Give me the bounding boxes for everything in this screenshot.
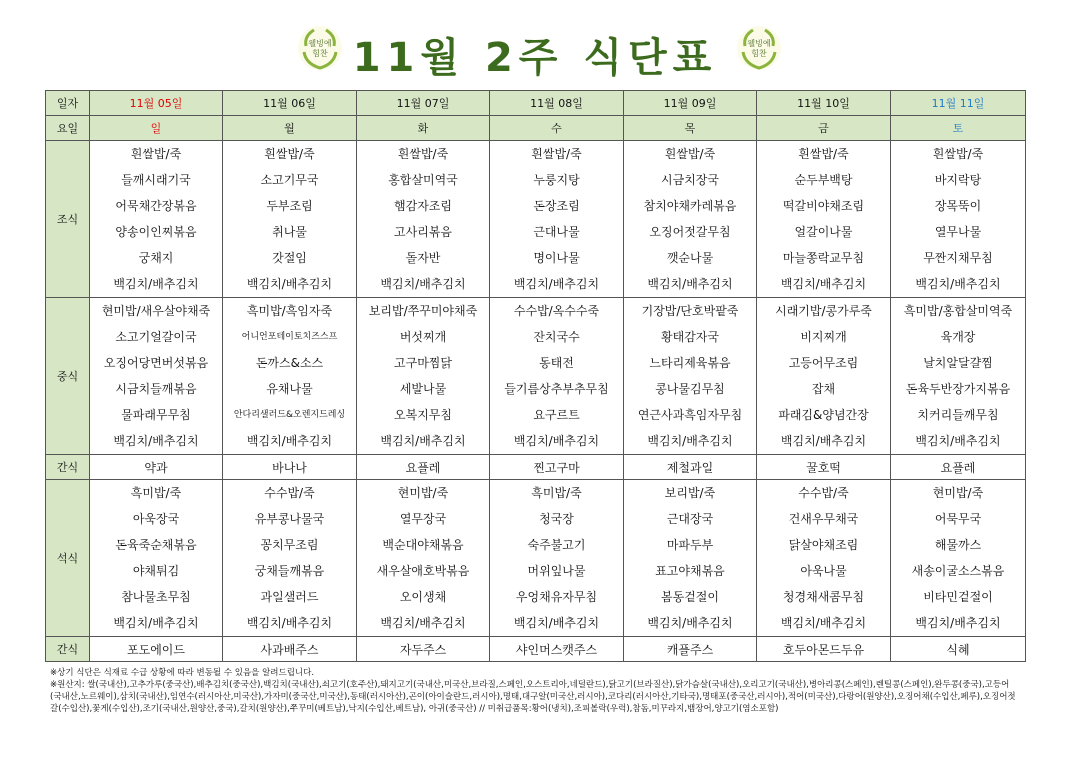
date-cell: 11월 09일 [624,91,757,116]
menu-item: 비지찌개 [800,330,847,344]
menu-item: 열무장국 [399,512,447,526]
menu-item: 시래기밥/콩가루죽 [775,304,872,318]
snack-cell: 호두아몬드두유 [757,637,891,662]
menu-item-list [891,480,1025,636]
menu-item: 취나물 [272,225,307,239]
breakfast-row [46,141,1026,298]
menu-item-list [223,480,356,636]
menu-item: 궁채들깨볶음 [254,564,325,578]
menu-item-list [757,141,890,297]
menu-item: 물파래무무침 [121,408,191,422]
menu-item: 백김치/배추김치 [780,616,867,630]
menu-item-list [357,480,489,636]
menu-item: 근대장국 [666,512,714,526]
menu-item: 백김치/배추김치 [246,434,333,448]
row-label-date: 일자 [46,91,90,116]
menu-item: 백순대야채볶음 [382,538,464,552]
menu-item: 햄감자조림 [394,199,452,213]
menu-item: 현미밥/죽 [397,486,449,500]
snack2-row [46,637,1026,662]
menu-item-list [624,141,756,297]
meal-cell [757,298,891,455]
menu-item: 깻순나물 [666,251,714,265]
header [0,20,1070,80]
date-cell: 11월 05일 [90,91,223,116]
menu-item-list [757,298,890,454]
menu-item: 시금치장국 [661,173,719,187]
menu-item: 오징어당면버섯볶음 [103,356,209,370]
menu-item: 보리밥/죽 [664,486,716,500]
meal-cell [357,298,490,455]
menu-item: 흰쌀밥/죽 [932,147,984,161]
menu-item: 흰쌀밥/죽 [397,147,449,161]
meal-cell [90,141,223,298]
menu-item: 숙주불고기 [527,538,586,552]
menu-item: 안다리샐러드&오렌지드레싱 [233,410,346,420]
menu-item: 백김치/배추김치 [915,434,1001,448]
row-label-snack: 간식 [46,455,90,480]
menu-item-list [757,480,890,636]
meal-cell [490,298,624,455]
menu-item: 백김치/배추김치 [246,616,333,630]
menu-item: 동태전 [539,356,574,370]
menu-item: 들깨시래기국 [121,173,191,187]
menu-item: 고구마찜닭 [394,356,452,370]
menu-item: 돈장조림 [533,199,580,213]
menu-item: 백김치/배추김치 [113,277,199,291]
meal-cell [223,141,357,298]
menu-item: 백김치/배추김치 [113,434,199,448]
svg-text:웰빙에: 웰빙에 [308,39,332,48]
footnote-origin: ※원산지: 쌀(국내산),고추가루(중국산),배추김치(중국산),백김치(국내산),쇠고기(호주산),돼지고기(국내산,미국산,브라질,스페인,오스트리아,네덜란드),닭고기(브라질산),닭가슴살(국내산),오리고기(국내산),병아리콩(스페인),렌틸콩(스페인),완두콩(중국),고등어(국내산,노르웨이),삼치(국내산),임연수(러시아산,미국산),가자미(중국산,미국산),동태(러시아산),곤이(아이슬란드,러시아),명태,대구알(미국산,러시아),코다리(러시아산,기타국),명태포(중국산,러시아),적어(미국산),다랑어(원양산),오징어채(수입산,페루),오징어젓갈(수입산),꽃게(수입산),조기(국내산,원양산,중국),갈치(원양산),쭈꾸미(베트남),낙지(수입산,베트남), 아귀(중국산) // 미취급품목:황어(냉치),조피볼락(우럭),참돔,미꾸라지,뱀장어,양고기(염소포함) [50,680,1016,714]
menu-item: 갓절임 [272,251,307,265]
snack-cell: 꿀호떡 [757,455,891,480]
menu-item: 오복지무침 [394,408,452,422]
menu-item: 백김치/배추김치 [113,616,199,630]
weekday-cell: 화 [357,116,490,141]
lunch-row [46,298,1026,455]
meal-cell [624,141,757,298]
meal-cell [490,480,624,637]
menu-item: 보리밥/쭈꾸미야채죽 [368,304,478,318]
menu-item: 흰쌀밥/죽 [130,147,182,161]
menu-item: 흑미밥/죽 [531,486,582,500]
menu-item: 꽁치무조림 [260,538,319,552]
meal-cell [891,298,1026,455]
meal-cell [891,480,1026,637]
menu-item: 명이나물 [533,251,580,265]
menu-item: 봄동겉절이 [661,590,719,604]
row-label-dinner: 석식 [46,480,90,637]
date-cell: 11월 10일 [757,91,891,116]
menu-item: 청국장 [539,512,574,526]
menu-item: 양송이인찌볶음 [115,225,197,239]
menu-item: 백김치/배추김치 [915,616,1001,630]
weekday-cell: 일 [90,116,223,141]
weekday-cell: 수 [490,116,624,141]
snack-cell: 요플레 [357,455,490,480]
menu-item-list [90,141,222,297]
menu-item-list [90,298,222,454]
meal-cell [223,480,357,637]
menu-item: 야채튀김 [132,564,180,578]
logo-wreath-icon [735,24,783,72]
meal-cell [357,480,490,637]
menu-item: 돌자반 [405,251,441,265]
row-label-weekday: 요일 [46,116,90,141]
menu-item: 돈육두반장가지볶음 [905,382,1011,396]
row-label-lunch: 중식 [46,298,90,455]
menu-item: 새우살애호박볶음 [376,564,470,578]
menu-item-list [357,141,489,297]
menu-item: 고사리볶음 [394,225,452,239]
snack-cell: 샤인머스캣주스 [490,637,624,662]
menu-item: 바지락탕 [934,173,982,187]
menu-item: 유부콩나물국 [254,512,325,526]
menu-item: 수수밥/옥수수죽 [513,304,600,318]
menu-item: 소고기무국 [260,173,319,187]
menu-item: 백김치/배추김치 [647,434,733,448]
menu-item: 요구르트 [533,408,580,422]
weekday-row [46,116,1026,141]
menu-item: 아욱장국 [132,512,180,526]
menu-item: 홍합살미역국 [388,173,458,187]
footnotes [50,667,1020,715]
meal-cell [757,480,891,637]
date-cell: 11월 11일 [891,91,1026,116]
menu-item: 백김치/배추김치 [647,616,733,630]
menu-item: 떡갈비야채조림 [782,199,865,213]
snack-cell: 사과배주스 [223,637,357,662]
menu-item-list [624,298,756,454]
menu-item-list [490,298,623,454]
menu-item: 유채나물 [266,382,313,396]
menu-item: 날치알달걀찜 [923,356,993,370]
menu-item: 흑미밥/홍합살미역죽 [903,304,1013,318]
menu-item-list [90,480,222,636]
menu-item: 수수밥/죽 [798,486,849,500]
menu-item: 연근사과흑임자무침 [637,408,743,422]
menu-item: 잔치국수 [533,330,580,344]
snack1-row [46,455,1026,480]
menu-item: 기장밥/단호박팥죽 [641,304,739,318]
menu-item-list [490,480,623,636]
snack-cell: 식혜 [891,637,1026,662]
meal-cell [891,141,1026,298]
menu-item: 청경채새콤무침 [782,590,865,604]
date-cell: 11월 07일 [357,91,490,116]
menu-item: 표고야채볶음 [655,564,725,578]
date-row [46,91,1026,116]
menu-item: 순두부백탕 [794,173,853,187]
dinner-row [46,480,1026,637]
date-cell: 11월 06일 [223,91,357,116]
menu-item: 백김치/배추김치 [780,277,867,291]
menu-item: 백김치/배추김치 [246,277,333,291]
menu-item-list [624,480,756,636]
snack-cell: 제철과일 [624,455,757,480]
meal-cell [624,298,757,455]
menu-item: 머위잎나물 [527,564,586,578]
weekday-cell: 토 [891,116,1026,141]
meal-cell [357,141,490,298]
menu-item: 돈까스&소스 [255,356,324,370]
snack-cell: 자두주스 [357,637,490,662]
menu-item: 세발나물 [399,382,447,396]
date-cell: 11월 08일 [490,91,624,116]
menu-item: 닭살야채조림 [788,538,859,552]
menu-item: 흰쌀밥/죽 [798,147,849,161]
menu-item: 현미밥/죽 [932,486,984,500]
menu-item: 무짠지채무침 [923,251,993,265]
menu-item: 참나물초무침 [121,590,191,604]
menu-item-list [357,298,489,454]
menu-item: 흰쌀밥/죽 [664,147,716,161]
svg-text:웰빙에: 웰빙에 [747,39,771,48]
menu-item: 백김치/배추김치 [513,434,600,448]
menu-item: 흰쌀밥/죽 [531,147,582,161]
snack-cell: 요플레 [891,455,1026,480]
menu-item: 고등어무조림 [788,356,859,370]
svg-text:힘찬: 힘찬 [751,49,767,58]
menu-item: 들기름상추부추무침 [504,382,609,396]
menu-item: 참치야채카레볶음 [643,199,737,213]
menu-item: 흑미밥/죽 [130,486,182,500]
menu-item: 두부조림 [266,199,313,213]
menu-item: 흑미밥/흑임자죽 [246,304,333,318]
meal-cell [624,480,757,637]
weekday-cell: 목 [624,116,757,141]
menu-item: 버섯찌개 [399,330,447,344]
menu-item: 백김치/배추김치 [380,277,466,291]
menu-item: 열무나물 [934,225,982,239]
menu-item: 황태감자국 [661,330,719,344]
menu-item: 과일샐러드 [260,590,319,604]
meal-cell [223,298,357,455]
menu-item: 어묵채간장볶음 [115,199,197,213]
menu-item: 백김치/배추김치 [647,277,733,291]
menu-item: 오이생채 [399,590,447,604]
meal-cell [90,480,223,637]
meal-cell [90,298,223,455]
menu-item: 잡채 [811,382,836,396]
menu-item-list [891,298,1025,454]
menu-item: 돈육죽순채볶음 [115,538,197,552]
menu-item: 흰쌀밥/죽 [264,147,315,161]
snack-cell: 포도에이드 [90,637,223,662]
menu-item: 마파두부 [666,538,714,552]
menu-item: 어니언포테이토치즈스프 [241,332,338,342]
menu-item: 느타리제육볶음 [649,356,731,370]
menu-item: 파래김&양념간장 [778,408,869,422]
menu-item: 얼갈이나물 [794,225,853,239]
menu-item: 백김치/배추김치 [915,277,1001,291]
menu-item: 비타민겉절이 [923,590,993,604]
menu-item: 수수밥/죽 [264,486,315,500]
menu-item: 현미밥/새우살야채죽 [101,304,211,318]
snack-cell: 캐플주스 [624,637,757,662]
menu-item-list [223,141,356,297]
menu-item-list [223,298,356,454]
menu-item: 새송이굴소스볶음 [911,564,1005,578]
row-label-snack: 간식 [46,637,90,662]
row-label-breakfast: 조식 [46,141,90,298]
menu-item: 소고기얼갈이국 [115,330,197,344]
snack-cell: 바나나 [223,455,357,480]
menu-item: 어묵무국 [934,512,982,526]
menu-item: 백김치/배추김치 [513,277,600,291]
meal-cell [490,141,624,298]
menu-item: 백김치/배추김치 [380,434,466,448]
weekly-menu-table [45,90,1026,662]
weekday-cell: 월 [223,116,357,141]
menu-item: 해물까스 [934,538,982,552]
menu-item: 장목뚝이 [934,199,982,213]
snack-cell: 찐고구마 [490,455,624,480]
menu-item: 아욱나물 [800,564,847,578]
menu-item: 근대나물 [533,225,580,239]
menu-item: 건새우무채국 [788,512,859,526]
menu-item-list [891,141,1025,297]
menu-item: 치커리들깨무침 [917,408,999,422]
snack-cell: 약과 [90,455,223,480]
menu-item: 누룽지탕 [533,173,580,187]
menu-item: 시금치들깨볶음 [115,382,197,396]
menu-item: 백김치/배추김치 [780,434,867,448]
menu-item: 궁채지 [138,251,174,265]
svg-text:힘찬: 힘찬 [312,49,328,58]
footnote-disclaimer: ※상기 식단은 식재료 수급 상황에 따라 변동될 수 있음을 알려드립니다. [50,668,315,678]
menu-item: 육개장 [940,330,976,344]
menu-item: 백김치/배추김치 [380,616,466,630]
weekday-cell: 금 [757,116,891,141]
menu-item: 콩나물김무침 [655,382,725,396]
menu-item: 오징어젓갈무침 [649,225,731,239]
meal-cell [757,141,891,298]
menu-item: 우엉채유자무침 [515,590,598,604]
menu-item: 백김치/배추김치 [513,616,600,630]
page-title: 11월 2주 식단표 [352,35,718,81]
menu-item: 마늘쫑락교무침 [782,251,865,265]
menu-item-list [490,141,623,297]
